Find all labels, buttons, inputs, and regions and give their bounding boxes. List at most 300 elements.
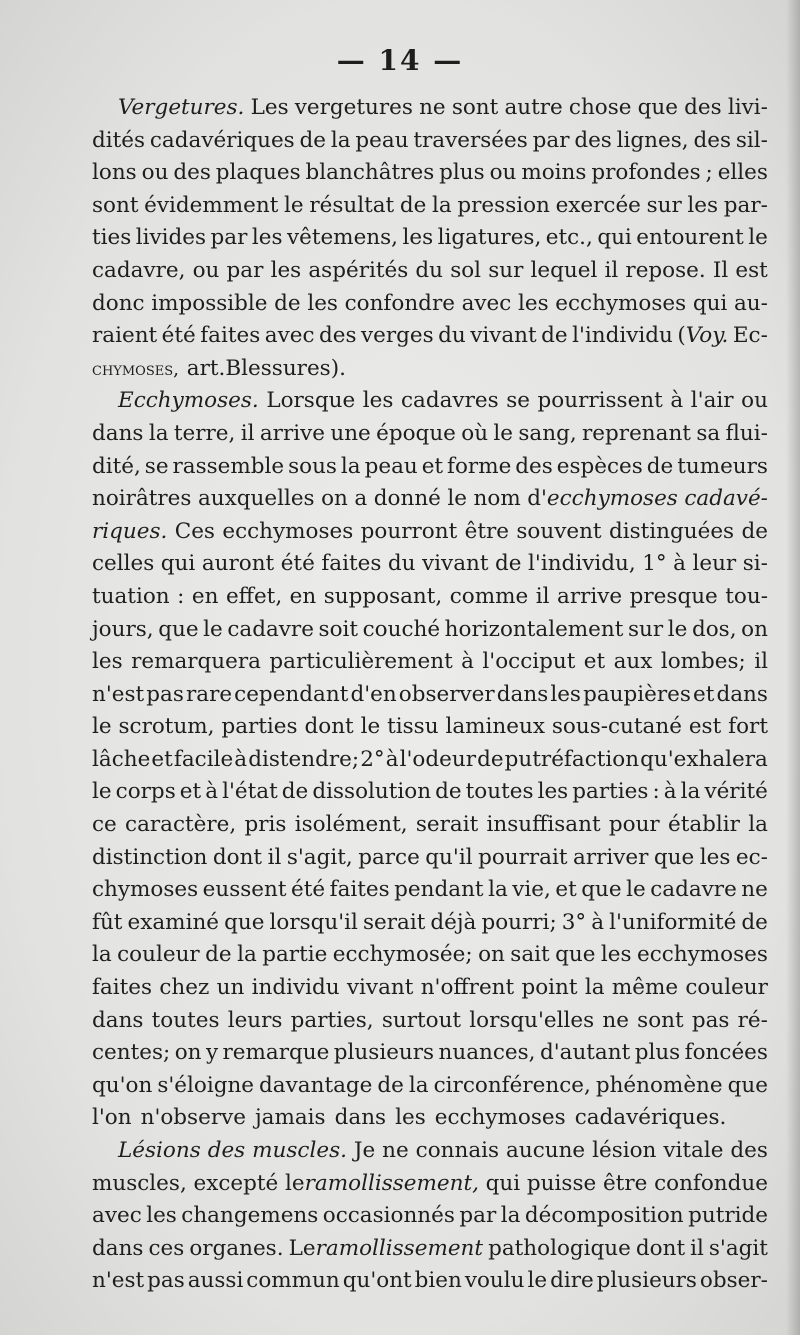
word: cadavre xyxy=(650,877,737,903)
word: Les xyxy=(250,95,289,120)
word: de xyxy=(495,551,522,577)
word: exercée xyxy=(555,192,641,218)
word: elles xyxy=(717,160,768,186)
word: cadavériques xyxy=(149,127,295,153)
word: Vergetures. xyxy=(118,95,245,120)
word: faites xyxy=(92,975,153,1001)
word: d'en xyxy=(350,681,397,707)
text-line xyxy=(92,842,768,875)
word: à xyxy=(673,551,686,577)
word: la xyxy=(488,877,508,903)
word: chymoses, xyxy=(92,358,180,380)
word: été xyxy=(280,551,315,577)
word: plus xyxy=(439,160,485,186)
word: ne xyxy=(741,877,768,903)
word: dans xyxy=(92,420,144,446)
word: dans xyxy=(92,1007,144,1033)
word: Lorsque xyxy=(266,388,356,414)
word: en xyxy=(191,583,219,609)
word: sont xyxy=(637,1007,684,1033)
word: l'état xyxy=(222,779,278,805)
word: fort xyxy=(728,714,768,740)
text-line xyxy=(92,353,768,386)
word: du xyxy=(415,257,444,283)
word: même xyxy=(611,975,679,1001)
word: s'agit, xyxy=(286,844,353,870)
word: forme xyxy=(447,453,512,479)
word: le xyxy=(284,192,304,218)
word: des xyxy=(574,127,612,153)
word: et xyxy=(151,746,173,772)
word: cadavériques. xyxy=(574,1105,727,1131)
word: plusieurs xyxy=(333,1040,435,1066)
word: pourrissent xyxy=(537,388,663,414)
word: dités xyxy=(92,127,146,153)
word: les xyxy=(307,290,338,316)
word: on xyxy=(741,616,768,642)
word: excepté xyxy=(193,1170,279,1196)
word: il xyxy=(240,420,255,446)
word: flui- xyxy=(725,420,768,446)
word: (Voy. xyxy=(677,323,729,349)
text-line xyxy=(92,744,768,777)
word: effet, xyxy=(225,583,283,609)
word: livides xyxy=(135,225,207,251)
word: ecchymoses xyxy=(555,290,687,316)
word: la xyxy=(92,942,112,968)
text-line xyxy=(92,1233,768,1266)
text-line xyxy=(92,1200,768,1233)
word: ecchymoses xyxy=(222,518,354,544)
text-line xyxy=(92,1168,768,1201)
word: souvent xyxy=(516,518,602,544)
text-line xyxy=(92,874,768,907)
word: faites xyxy=(321,551,382,577)
word: Il xyxy=(712,257,729,283)
word: commun xyxy=(246,1268,340,1294)
word: des xyxy=(730,1138,768,1163)
word: raient xyxy=(92,323,158,349)
word: vêtemens, xyxy=(286,225,399,251)
word: l'air xyxy=(690,388,734,414)
word: par xyxy=(226,257,264,283)
word: plus xyxy=(634,1040,681,1066)
word: qui xyxy=(692,290,728,316)
word: nom xyxy=(473,486,521,512)
word: où xyxy=(461,420,489,446)
word: pendant xyxy=(394,877,484,903)
word: de xyxy=(399,192,427,218)
word: Lésions xyxy=(118,1138,201,1163)
word: il xyxy=(535,583,550,609)
word: celles xyxy=(92,551,155,577)
word: sur xyxy=(488,257,524,283)
text-line xyxy=(92,776,768,809)
word: donc xyxy=(92,290,145,316)
word: en xyxy=(289,583,317,609)
word: arrive xyxy=(557,583,623,609)
word: dissolution xyxy=(312,779,432,805)
text-line xyxy=(92,907,768,940)
word: qui xyxy=(160,551,196,577)
word: déjà xyxy=(430,909,477,935)
word: donné xyxy=(373,486,441,512)
word: livi- xyxy=(727,95,768,120)
word: scrotum, xyxy=(118,714,215,740)
word: blanchâtres xyxy=(305,160,435,186)
word: occasionnés xyxy=(322,1203,455,1229)
word: à xyxy=(461,649,474,675)
word: horizontalement xyxy=(444,616,624,642)
word: vérité xyxy=(704,779,768,805)
word: verges xyxy=(360,323,434,349)
word: davantage xyxy=(259,1072,373,1098)
word: confondre xyxy=(344,290,455,316)
word: le xyxy=(447,486,468,512)
word: dans xyxy=(92,1235,144,1261)
word: noirâtres xyxy=(92,486,192,512)
word: on xyxy=(174,1040,202,1066)
word: insuffisant xyxy=(486,812,601,838)
word: vivant xyxy=(346,975,414,1001)
word: surtout xyxy=(381,1007,462,1033)
word: putride xyxy=(688,1203,768,1229)
word: que xyxy=(653,844,695,870)
word: parties xyxy=(572,779,649,805)
word: remarque xyxy=(222,1040,330,1066)
word: changemens xyxy=(181,1203,319,1229)
word: supposant, xyxy=(323,583,443,609)
text-line xyxy=(92,255,768,288)
word: organes. xyxy=(189,1235,284,1261)
word: parce xyxy=(358,844,420,870)
word: dans xyxy=(716,681,768,707)
word: est xyxy=(735,257,768,283)
word: distinguées xyxy=(608,518,735,544)
word: dont xyxy=(212,844,263,870)
word: s'éloigne xyxy=(157,1072,255,1098)
word: l'occiput xyxy=(482,649,576,675)
word: terre, xyxy=(173,420,236,446)
word: des xyxy=(684,95,722,120)
text-line xyxy=(92,157,768,190)
word: comme xyxy=(449,583,529,609)
word: ligatures, xyxy=(437,225,542,251)
word: a xyxy=(354,486,368,512)
word: leurs xyxy=(227,1007,283,1033)
word: aspérités xyxy=(308,257,409,283)
word: n'observe xyxy=(140,1105,246,1131)
word: pathologique xyxy=(488,1235,631,1261)
word: de xyxy=(741,909,768,935)
text-line xyxy=(92,1102,768,1135)
word: avec xyxy=(264,323,315,349)
word: vie, xyxy=(512,877,551,903)
text-line xyxy=(92,288,768,321)
word: à xyxy=(205,779,219,805)
word: lâche xyxy=(92,746,151,772)
word: une xyxy=(330,420,371,446)
word: les xyxy=(687,192,719,218)
word: ou xyxy=(141,160,169,186)
word: partie xyxy=(262,942,328,968)
word: Ec- xyxy=(732,323,768,349)
page-number: — 14 — xyxy=(336,44,464,77)
word: confondue xyxy=(654,1170,768,1196)
word: soit xyxy=(318,616,359,642)
word: toutes xyxy=(151,1007,220,1033)
word: nuances, xyxy=(438,1040,536,1066)
word: le xyxy=(360,714,381,740)
word: qu'ont xyxy=(342,1268,412,1294)
text-line xyxy=(92,385,768,418)
text-line xyxy=(92,679,768,712)
word: qui xyxy=(597,225,632,251)
word: établir xyxy=(667,812,740,838)
word: sur xyxy=(646,192,682,218)
word: muscles, xyxy=(92,1170,187,1196)
word: espèces xyxy=(556,453,643,479)
word: l'individu, xyxy=(528,551,636,577)
word: Ces xyxy=(174,518,215,544)
word: les xyxy=(146,1203,177,1229)
word: du xyxy=(438,323,466,349)
word: de xyxy=(274,290,301,316)
text-line xyxy=(92,614,768,647)
word: pas xyxy=(146,681,184,707)
word: et xyxy=(583,649,606,675)
text-line xyxy=(92,1135,768,1168)
word: il xyxy=(754,649,768,675)
word: et xyxy=(179,779,202,805)
word: à xyxy=(234,746,248,772)
text-line xyxy=(92,418,768,451)
word: peau xyxy=(355,127,409,153)
word: bien xyxy=(414,1268,462,1294)
word: dité, xyxy=(92,453,141,479)
word: qu'on xyxy=(92,1072,153,1098)
word: pris xyxy=(244,812,287,838)
word: couché xyxy=(362,616,441,642)
word: vivant xyxy=(470,323,537,349)
word: rare xyxy=(185,681,233,707)
word: résultat xyxy=(309,192,395,218)
word: la xyxy=(408,1072,429,1098)
word: le xyxy=(527,1268,548,1294)
word: tou- xyxy=(725,583,768,609)
word: dans xyxy=(496,681,549,707)
word: Ecchymoses. xyxy=(118,388,259,414)
word: l'individu xyxy=(572,323,673,349)
word: cependant xyxy=(234,681,349,707)
word: qui xyxy=(485,1170,521,1196)
word: ; xyxy=(705,160,713,186)
word: que xyxy=(581,877,622,903)
word: sont xyxy=(451,95,499,120)
word: ré- xyxy=(737,1007,768,1033)
text-line xyxy=(92,548,768,581)
word: le xyxy=(92,779,112,805)
word: se xyxy=(506,388,530,414)
word: cadavre, xyxy=(92,257,186,283)
word: aux xyxy=(613,649,653,675)
word: à xyxy=(663,779,677,805)
word: la xyxy=(500,1203,521,1229)
word: sous-cutané xyxy=(551,714,682,740)
word: moins xyxy=(521,160,587,186)
word: obser- xyxy=(699,1268,768,1294)
word: par xyxy=(210,225,248,251)
word: décomposition xyxy=(524,1203,684,1229)
word: et xyxy=(692,681,715,707)
word: reprenant xyxy=(582,420,691,446)
word: évidemment xyxy=(144,192,279,218)
word: la xyxy=(680,779,701,805)
text-line xyxy=(92,1005,768,1038)
word: la xyxy=(432,192,452,218)
word: leur xyxy=(692,551,737,577)
word: ou xyxy=(741,388,768,414)
word: auront xyxy=(201,551,275,577)
word: époque xyxy=(376,420,456,446)
word: plaques xyxy=(215,160,301,186)
word: que xyxy=(158,616,199,642)
word: etc., xyxy=(545,225,593,251)
word: cadavres xyxy=(400,388,499,414)
word: riques. xyxy=(92,518,168,544)
word: la xyxy=(584,975,605,1001)
word: couleur xyxy=(117,942,200,968)
word: que xyxy=(637,95,678,120)
word: impossible xyxy=(151,290,268,316)
text-line xyxy=(92,222,768,255)
word: couleur xyxy=(685,975,768,1001)
word: un xyxy=(216,975,245,1001)
word: le xyxy=(493,420,514,446)
word: et xyxy=(421,453,444,479)
word: les xyxy=(699,844,731,870)
word: auxquelles xyxy=(197,486,315,512)
word: du xyxy=(387,551,416,577)
word: les xyxy=(270,257,302,283)
word: des xyxy=(207,1138,246,1163)
word: pourri; xyxy=(481,909,557,935)
word: de xyxy=(646,453,674,479)
word: les xyxy=(517,290,549,316)
word: muscles. xyxy=(252,1138,347,1163)
text-line xyxy=(92,1070,768,1103)
word: n'est xyxy=(92,1268,145,1294)
word: des xyxy=(173,160,211,186)
text-line xyxy=(92,581,768,614)
word: jamais xyxy=(254,1105,326,1131)
word: à xyxy=(670,388,684,414)
word: observer xyxy=(398,681,495,707)
word: ne xyxy=(419,95,446,120)
word: 2° xyxy=(360,746,385,772)
text-line xyxy=(92,125,768,158)
word: de xyxy=(377,1072,404,1098)
word: serait xyxy=(362,909,426,935)
word: profondes xyxy=(591,160,701,186)
word: dos, xyxy=(691,616,737,642)
word: point xyxy=(521,975,578,1001)
text-line xyxy=(92,939,768,972)
word: ecchymosée; xyxy=(332,942,473,968)
word: de xyxy=(205,942,232,968)
word: paupières xyxy=(583,681,691,707)
word: ou xyxy=(192,257,220,283)
word: il xyxy=(604,257,619,283)
word: des xyxy=(693,127,731,153)
word: ou xyxy=(489,160,517,186)
word: ne xyxy=(602,1007,629,1033)
word: fût xyxy=(92,909,123,935)
word: pourrait xyxy=(478,844,568,870)
word: aucune xyxy=(506,1138,586,1163)
word: remarquera xyxy=(131,649,261,675)
word: centes; xyxy=(92,1040,171,1066)
word: tumeurs xyxy=(677,453,768,479)
word: n'offrent xyxy=(420,975,515,1001)
text-line xyxy=(92,1037,768,1070)
word: la xyxy=(748,812,768,838)
word: des xyxy=(515,453,553,479)
text-line xyxy=(92,809,768,842)
word: que xyxy=(224,909,265,935)
word: les xyxy=(537,779,569,805)
word: de xyxy=(741,518,768,544)
word: s'agit xyxy=(708,1235,768,1261)
word: par xyxy=(459,1203,497,1229)
word: art.Blessures). xyxy=(186,355,346,381)
word: le xyxy=(92,714,112,740)
word: autre xyxy=(504,95,563,120)
word: il xyxy=(267,844,282,870)
word: rassemble xyxy=(172,453,285,479)
word: sa xyxy=(696,420,721,446)
word: parties xyxy=(221,714,298,740)
word: lésion xyxy=(592,1138,657,1163)
word: ec- xyxy=(735,844,768,870)
word: sous xyxy=(288,453,337,479)
word: tuation xyxy=(92,583,170,609)
word: se xyxy=(144,453,169,479)
word: que xyxy=(727,1072,768,1098)
word: Leramollissement xyxy=(288,1235,484,1261)
word: dire xyxy=(550,1268,594,1294)
word: arriver xyxy=(573,844,649,870)
word: toutes xyxy=(465,779,534,805)
word: connais xyxy=(415,1138,500,1163)
word: serait xyxy=(415,812,479,838)
word: : xyxy=(177,583,185,609)
word: chez xyxy=(159,975,210,1001)
word: vitale xyxy=(663,1138,724,1163)
word: été xyxy=(161,323,196,349)
word: examiné xyxy=(127,909,220,935)
word: ce xyxy=(92,812,117,838)
word: qu'il xyxy=(425,844,473,870)
word: par xyxy=(532,127,570,153)
word: repose. xyxy=(625,257,706,283)
word: la xyxy=(148,420,169,446)
word: lequel xyxy=(530,257,598,283)
word: par- xyxy=(723,192,768,218)
word: individu xyxy=(251,975,340,1001)
word: être xyxy=(464,518,509,544)
word: d'ecchymoses xyxy=(527,486,678,512)
